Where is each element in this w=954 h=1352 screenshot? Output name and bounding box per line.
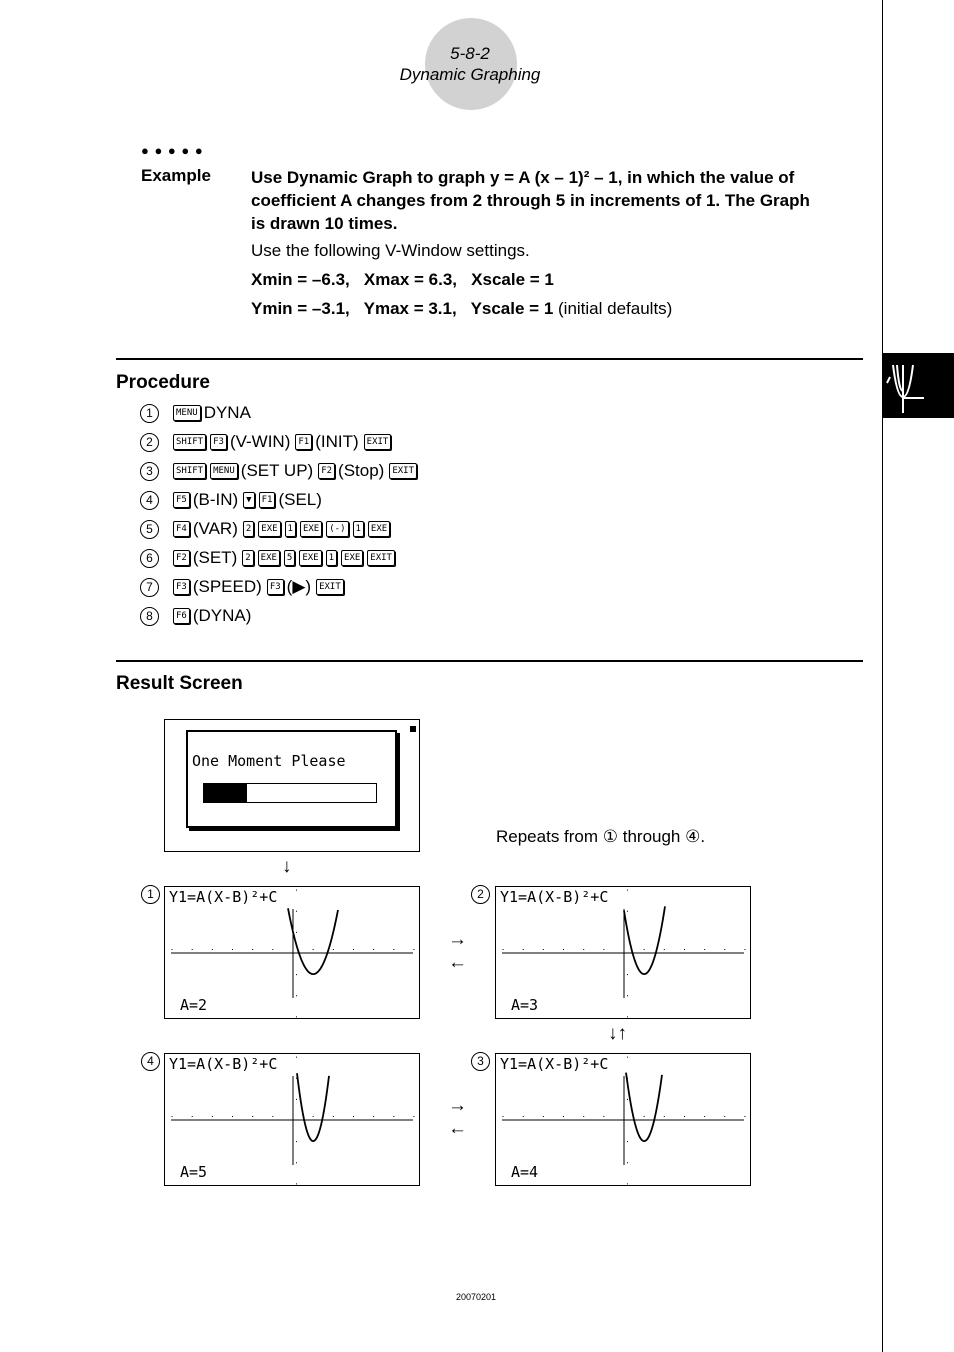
x-tick (664, 949, 665, 950)
key-icon: F2 (173, 550, 190, 566)
step-number: 5 (140, 520, 159, 539)
x-tick (603, 1116, 604, 1117)
procedure-step (140, 401, 254, 425)
chapter-tab (883, 353, 954, 418)
x-tick (333, 1116, 334, 1117)
key-icon: EXE (368, 521, 390, 537)
coefficient-label: A=4 (511, 1163, 539, 1181)
key-icon: EXE (258, 521, 280, 537)
step-number: 3 (140, 462, 159, 481)
y-settings: Ymin = –3.1, Ymax = 3.1, Yscale = 1 (251, 299, 554, 318)
step-label: (SPEED) (192, 577, 262, 596)
key-icon: EXE (299, 550, 321, 566)
x-tick (563, 949, 564, 950)
x-tick (503, 949, 504, 950)
step-label: (DYNA) (192, 606, 252, 625)
y-tick (296, 1141, 297, 1142)
key-icon: F3 (267, 579, 284, 595)
procedure-step (140, 604, 254, 628)
x-tick (503, 1116, 504, 1117)
x-tick (393, 1116, 394, 1117)
y-tick (627, 1016, 628, 1017)
example-bullets: ● ● ● ● ● (141, 143, 204, 158)
key-icon: MENU (210, 463, 238, 479)
y-tick (627, 974, 628, 975)
y-tick (296, 1162, 297, 1163)
step-label: (B-IN) (192, 490, 239, 509)
repeat-note: Repeats from ① through ④. (496, 827, 706, 846)
coefficient-label: A=5 (180, 1163, 208, 1181)
y-settings-line (251, 299, 672, 319)
x-tick (543, 1116, 544, 1117)
key-icon: SHIFT (173, 463, 206, 479)
key-icon: F3 (210, 434, 227, 450)
x-tick (684, 949, 685, 950)
x-tick (563, 1116, 564, 1117)
step-number: 7 (140, 578, 159, 597)
x-tick (523, 1116, 524, 1117)
procedure-step (140, 546, 397, 570)
key-icon: EXIT (316, 579, 344, 595)
x-tick (603, 949, 604, 950)
step-label: (Stop) (338, 461, 385, 480)
procedure-step (140, 517, 392, 541)
instruction-line: is drawn 10 times. (251, 214, 398, 233)
graph-formula: Y1=A(X-B)²+C (169, 1055, 278, 1073)
x-tick (724, 949, 725, 950)
curve (624, 906, 665, 974)
key-icon: (-) (326, 521, 348, 537)
x-tick (172, 1116, 173, 1117)
x-tick (252, 1116, 253, 1117)
y-tick (627, 1162, 628, 1163)
x-tick (272, 949, 273, 950)
key-icon: EXE (300, 521, 322, 537)
key-icon: EXE (341, 550, 363, 566)
step-number: 6 (140, 549, 159, 568)
x-tick (724, 1116, 725, 1117)
key-icon: SHIFT (173, 434, 206, 450)
y-tick (627, 995, 628, 996)
left-arrow: ← (448, 952, 467, 973)
footer-code: 20070201 (455, 1292, 497, 1302)
y-tick (296, 1057, 297, 1058)
step-number: 8 (140, 607, 159, 626)
step-label: (▶) (286, 577, 312, 596)
x-tick (413, 949, 414, 950)
step-number: 2 (140, 433, 159, 452)
key-icon: 1 (353, 521, 364, 537)
header-circle (425, 18, 517, 110)
procedure-step (140, 488, 325, 512)
vwindow-intro: Use the following V-Window settings. (251, 241, 530, 260)
x-tick (272, 1116, 273, 1117)
example-label: Example (141, 166, 211, 185)
x-tick (744, 949, 745, 950)
graph-formula: Y1=A(X-B)²+C (169, 888, 278, 906)
step-number: 1 (140, 404, 159, 423)
key-icon: F1 (295, 434, 312, 450)
screen-number: 2 (471, 885, 490, 904)
dynamic-graph-icon (883, 353, 954, 418)
y-tick (296, 911, 297, 912)
x-tick (353, 1116, 354, 1117)
example-instruction (251, 166, 871, 235)
step-label: (VAR) (192, 519, 238, 538)
x-tick (744, 1116, 745, 1117)
y-tick (627, 1099, 628, 1100)
step-label: (SET UP) (240, 461, 314, 480)
graph-formula: Y1=A(X-B)²+C (500, 888, 609, 906)
screen-number: 1 (141, 885, 160, 904)
key-icon: F4 (173, 521, 190, 537)
x-tick (523, 949, 524, 950)
progress-bar (203, 783, 377, 803)
x-tick (704, 949, 705, 950)
y-tick (296, 932, 297, 933)
step-label: (SET) (192, 548, 238, 567)
down-arrow: ↓ (282, 856, 292, 877)
x-tick (333, 949, 334, 950)
left-arrow: ← (448, 1118, 467, 1139)
y-tick (296, 1183, 297, 1184)
curve (288, 908, 338, 974)
key-icon: EXIT (364, 434, 392, 450)
key-icon: EXIT (367, 550, 395, 566)
key-icon: F5 (173, 492, 190, 508)
step-number: 4 (140, 491, 159, 510)
right-arrow: → (448, 929, 467, 950)
key-icon: EXE (258, 550, 280, 566)
progress-fill (204, 784, 247, 802)
right-margin-line (882, 0, 883, 1352)
y-tick (627, 911, 628, 912)
x-tick (644, 949, 645, 950)
down-up-arrows: ↓↑ (608, 1023, 627, 1044)
step-label: (SEL) (278, 490, 322, 509)
x-tick (704, 1116, 705, 1117)
x-tick (212, 1116, 213, 1117)
divider (116, 358, 863, 360)
graph-screen-2 (495, 886, 751, 1019)
key-icon: 1 (285, 521, 296, 537)
screen-number: 3 (471, 1052, 490, 1071)
section-title: Dynamic Graphing (399, 65, 541, 84)
screen-number: 4 (141, 1052, 160, 1071)
y-settings-note: (initial defaults) (558, 299, 673, 318)
x-tick (353, 949, 354, 950)
procedure-heading: Procedure (116, 372, 210, 393)
x-tick (644, 1116, 645, 1117)
x-tick (393, 949, 394, 950)
x-tick (313, 949, 314, 950)
key-icon: 5 (284, 550, 295, 566)
step-label: (INIT) (315, 432, 359, 451)
y-tick (627, 1183, 628, 1184)
x-tick (212, 949, 213, 950)
key-icon: 2 (242, 550, 253, 566)
x-tick (252, 949, 253, 950)
graph-screen-3 (495, 1053, 751, 1186)
curve (626, 1073, 662, 1142)
x-tick (192, 1116, 193, 1117)
key-icon: 2 (243, 521, 254, 537)
y-tick (296, 890, 297, 891)
x-settings: Xmin = –6.3, Xmax = 6.3, Xscale = 1 (251, 270, 554, 289)
right-arrow: → (448, 1095, 467, 1116)
graph-screen-1 (164, 886, 420, 1019)
y-tick (296, 1099, 297, 1100)
loading-message: One Moment Please (192, 752, 346, 770)
x-tick (232, 949, 233, 950)
key-icon: ▼ (243, 492, 254, 508)
section-number: 5-8-2 (450, 44, 490, 63)
key-icon: F1 (259, 492, 276, 508)
x-tick (373, 1116, 374, 1117)
x-tick (543, 949, 544, 950)
instruction-line: coefficient A changes from 2 through 5 in increments of 1. The Graph (251, 191, 810, 210)
x-tick (684, 1116, 685, 1117)
graph-screen-4 (164, 1053, 420, 1186)
x-tick (172, 949, 173, 950)
x-tick (373, 949, 374, 950)
procedure-step (140, 430, 393, 454)
x-tick (583, 949, 584, 950)
x-tick (192, 949, 193, 950)
result-heading: Result Screen (116, 673, 243, 694)
y-tick (627, 1141, 628, 1142)
instruction-line: Use Dynamic Graph to graph y = A (x – 1)² – 1, in which the value of (251, 168, 795, 187)
graph-formula: Y1=A(X-B)²+C (500, 1055, 609, 1073)
step-label: DYNA (203, 403, 251, 422)
key-icon: F2 (318, 463, 335, 479)
y-tick (296, 1016, 297, 1017)
key-icon: F6 (173, 608, 190, 624)
curve (297, 1073, 329, 1141)
y-tick (296, 995, 297, 996)
message-box (186, 730, 397, 828)
key-icon: EXIT (389, 463, 417, 479)
coefficient-label: A=2 (180, 996, 208, 1014)
x-tick (232, 1116, 233, 1117)
loading-screen (164, 719, 420, 852)
y-tick (627, 1057, 628, 1058)
busy-indicator (410, 726, 416, 732)
procedure-step (140, 575, 346, 599)
x-tick (583, 1116, 584, 1117)
x-tick (413, 1116, 414, 1117)
x-tick (313, 1116, 314, 1117)
y-tick (296, 974, 297, 975)
x-tick (664, 1116, 665, 1117)
key-icon: F3 (173, 579, 190, 595)
coefficient-label: A=3 (511, 996, 539, 1014)
step-label: (V-WIN) (229, 432, 291, 451)
y-tick (627, 890, 628, 891)
procedure-step (140, 459, 419, 483)
divider (116, 660, 863, 662)
key-icon: 1 (326, 550, 337, 566)
key-icon: MENU (173, 405, 201, 421)
